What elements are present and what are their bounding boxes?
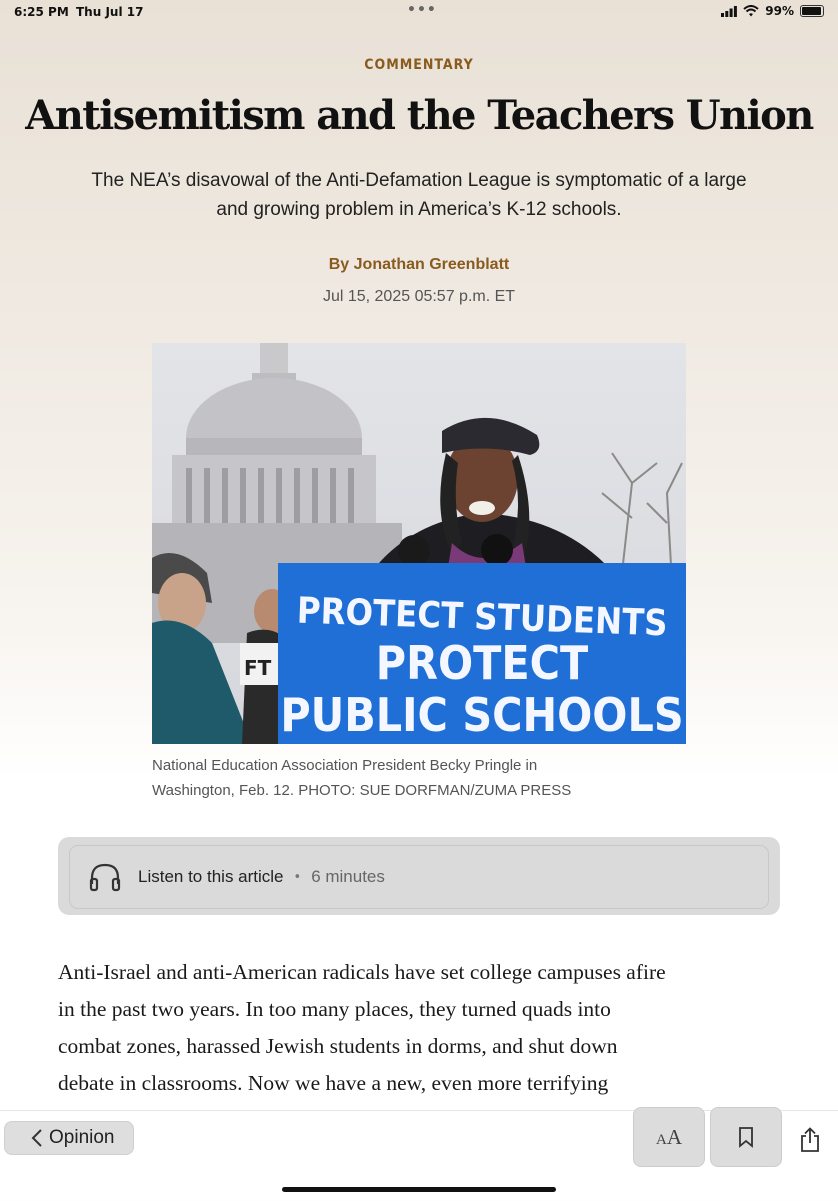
wifi-icon [743,5,759,17]
text-size-button[interactable] [633,1107,705,1167]
dek-line: The NEA’s disavowal of the Anti-Defamation League is symptomatic of a large [91,170,747,191]
body-line: debate in classrooms. Now we have a new, even more terrifying [58,1071,609,1095]
status-time: 6:25 PM [14,5,69,19]
svg-text:FT: FT [244,656,272,680]
battery-icon [800,5,824,17]
body-line: combat zones, harassed Jewish students in dorms, and shut down [58,1034,618,1058]
text-size-icon: AA [655,1124,682,1149]
share-button[interactable] [790,1125,830,1155]
cellular-signal-icon [721,6,737,17]
section-kicker[interactable]: COMMENTARY [364,57,474,73]
listen-button[interactable] [69,845,769,909]
body-line: in the past two years. In too many places, they turned quads into [58,997,611,1021]
status-date: Thu Jul 17 [76,5,144,19]
back-label: Opinion [49,1127,115,1148]
status-indicators [721,4,824,18]
article-photo[interactable] [152,343,686,744]
listen-separator: • [293,869,302,885]
article-dek [60,166,778,224]
listen-widget[interactable] [58,837,780,915]
dek-line: and growing problem in America’s K-12 schools. [216,199,622,220]
sign-line-2: PROTECT [375,636,589,690]
publish-date: Jul 15, 2025 05:57 p.m. ET [322,288,516,305]
sign-line-1: PROTECT STUDENTS [296,590,669,645]
caption-line: National Education Association President Becky Pringle in [152,757,538,774]
home-indicator[interactable] [282,1187,556,1192]
status-bar [0,0,838,26]
multitasking-dots[interactable]: ••• [407,2,437,18]
article-body [58,954,788,1102]
sign-line-3: PUBLIC SCHOOLS [280,688,684,742]
share-icon [799,1127,821,1153]
listen-label: Listen to this article [138,867,284,886]
battery-percent: 99% [765,4,794,18]
back-button[interactable] [4,1121,134,1155]
article-headline: Antisemitism and the Teachers Union [25,92,813,139]
bottom-toolbar [0,1110,838,1201]
author-byline[interactable]: By Jonathan Greenblatt [328,256,510,273]
listen-duration: 6 minutes [311,867,385,886]
photo-caption [152,753,692,803]
bookmark-button[interactable] [710,1107,782,1167]
bookmark-icon [738,1126,754,1148]
headphones-icon [88,862,122,892]
chevron-left-icon [31,1129,43,1147]
body-line: Anti-Israel and anti-American radicals have set college campuses afire [58,960,666,984]
caption-line: Washington, Feb. 12. PHOTO: SUE DORFMAN/ZUMA PRESS [152,782,572,799]
